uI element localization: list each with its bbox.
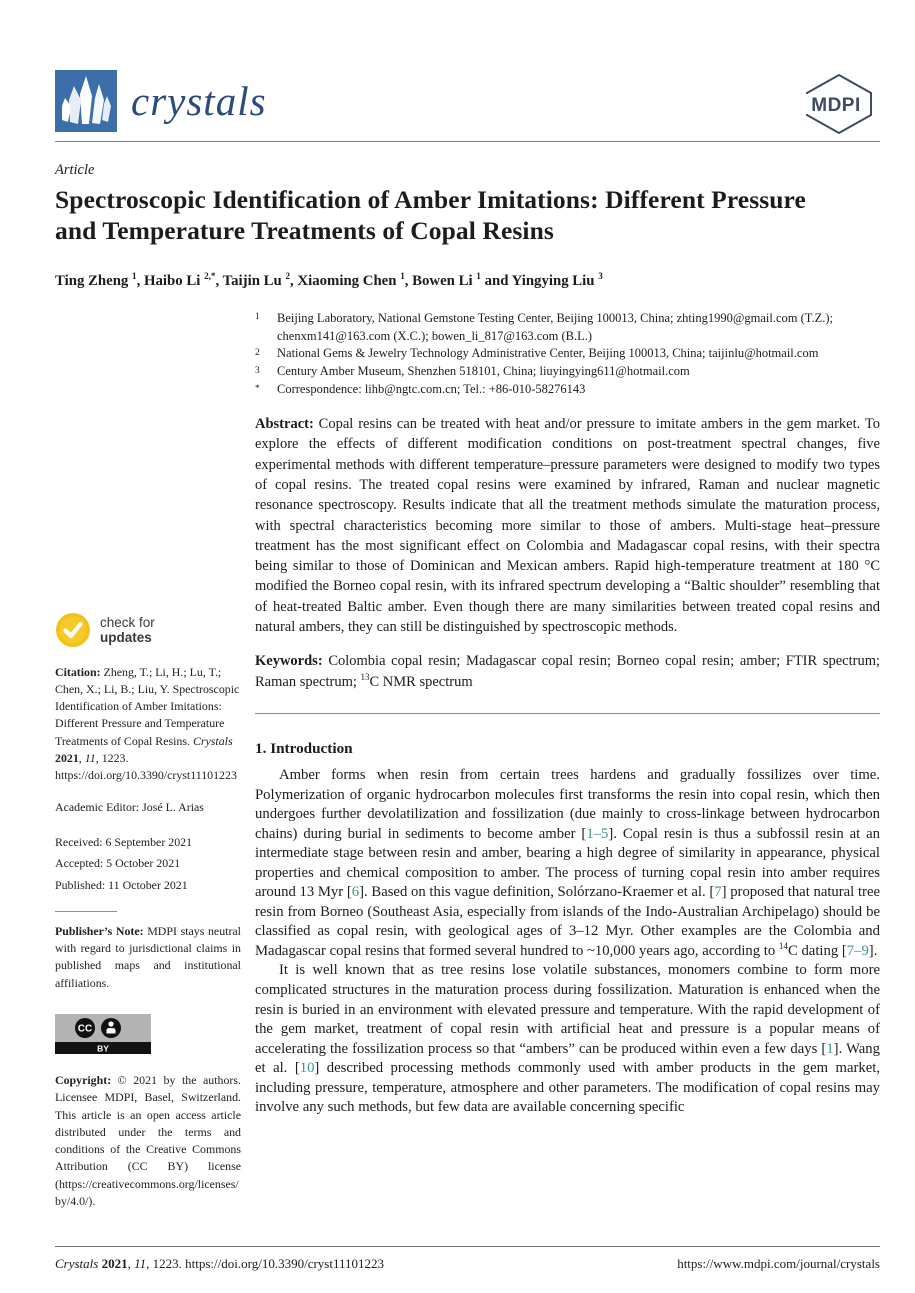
citation-text: Zheng, T.; Li, H.; Lu, T.; Chen, X.; Li, B.; Liu, Y. Spectroscopic Identification of Amber Imitations: Different Pressure and Temperature Treatments of Copal Resins. Crystals 2021, 11, 1223. https://doi.org/10.3390/cryst11101223: [55, 664, 240, 783]
sidebar: [55, 612, 241, 1211]
mdpi-logo: [798, 72, 880, 141]
article-title: Spectroscopic Identification of Amber Imitations: Different Pressure and Temperature Treatments of Copal Resins: [55, 185, 806, 246]
footer-citation: Crystals 2021, 11, 1223. https://doi.org/10.3390/cryst11101223: [55, 1256, 384, 1271]
citation-ref[interactable]: 7: [714, 884, 722, 901]
citation-label: Citation:: [55, 664, 101, 679]
citation-ref[interactable]: 1–5: [586, 825, 609, 842]
body-row: [55, 310, 881, 1208]
intro-paragraph: Amber forms when resin from certain trees hardens and gradually fossilizes over time. Polymerization of organic hydrocarbon molecules first transforms the resin into copal resin, which then undergoes further devolatilization and fossilization (due mainly to cross-linkage between hydrocarbon chains) during burial in sediments to become amber [1–5]. Copal resin is thus a subfossil resin at an intermediate stage between resin and amber, bearing a high degree of similarity in appearance, physical properties and chemical composition to amber. The process of turning copal resin into amber requires around 13 Myr [6]. Based on this vague definition, Solórzano-Kraemer et al. [7] proposed that natural tree resin from Borneo (Southeast Asia, especially from islands of the Indo-Australian Archipelago) should be classified as copal resin, with geological ages of 3–12 Myr. Other examples are the Colombia and Madagascar copal resins that formed several hundred to ~10,000 years ago, according to $^{14}$C dating [7–9].: [255, 766, 880, 959]
affiliations: [255, 310, 880, 399]
citation-block: [55, 664, 241, 785]
section-divider: [255, 713, 880, 714]
abstract: [255, 414, 880, 637]
citation-ref[interactable]: 7–9: [846, 942, 869, 959]
dates-block: [55, 832, 241, 896]
check-for-updates-badge[interactable]: [55, 612, 241, 648]
main-column: [255, 310, 880, 1118]
section-body: [255, 766, 880, 1118]
check-label-line1: check for: [100, 614, 155, 630]
by-icon: BY: [97, 1043, 109, 1054]
authors-line: Ting Zheng $^1$, Haibo Li $^{2,*}$, Taijin Lu $^2$, Xiaoming Chen $^1$, Bowen Li $^1$ and Yingying Liu $^3$: [55, 270, 603, 289]
article-type-label: Article: [55, 162, 95, 178]
page-footer: [55, 1246, 880, 1272]
svg-text:CC: CC: [77, 1023, 93, 1035]
published-date: Published: 11 October 2021: [55, 877, 188, 892]
cc-icon: [75, 1018, 95, 1038]
affiliation-row: 1 Beijing Laboratory, National Gemstone Testing Center, Beijing 100013, China; zhting1990@gmail.com (T.Z.); chenxm141@163.com (X.C.); bowen_li_817@163.com (B.L.): [255, 310, 833, 343]
check-for-updates-label: [100, 615, 155, 645]
intro-paragraph: It is well known that as tree resins lose volatile substances, monomers combine to form more complicated structures in the maturation process during fossilization. Maturation is enhanced when the resin is buried in an environment with elevated pressure and temperature. With the rapid development of the gem market, treatment of copal resin with artificial heat and pressure is a popular means of accelerating the fossilization process so that “ambers” can be produced within even a few days [1]. Wang et al. [10] described processing methods commonly used with amber products in the gem market, including pressure, temperature, atmosphere and other parameters. The modification of copal resins may involve any such methods, but few data are available concerning specific: [255, 962, 881, 1116]
received-date: Received: 6 September 2021: [55, 834, 193, 849]
cc-by-badge[interactable]: [55, 1014, 151, 1059]
affiliation-row: * Correspondence: lihb@ngtc.com.cn; Tel.: +86-010-58276143: [255, 382, 586, 397]
journal-name: crystals: [131, 78, 267, 124]
copyright-text: © 2021 by the authors. Licensee MDPI, Basel, Switzerland. This article is an open access article distributed under the terms and conditions of the Creative Commons Attribution (CC BY) license (https://creativecommons.org/licenses/by/4.0/).: [55, 1073, 241, 1208]
mdpi-logo-text: MDPI: [811, 95, 861, 116]
accepted-date: Accepted: 5 October 2021: [55, 856, 181, 871]
publisher-note-label: Publisher’s Note:: [55, 923, 144, 938]
citation-ref[interactable]: 1: [826, 1040, 834, 1057]
copyright-block: [55, 1072, 241, 1210]
publisher-note-text: MDPI stays neutral with regard to jurisdictional claims in published maps and institutional affiliations.: [55, 923, 241, 990]
abstract-label: Abstract:: [255, 416, 314, 433]
footer-journal-url[interactable]: https://www.mdpi.com/journal/crystals: [677, 1256, 880, 1271]
journal-header: [55, 0, 880, 141]
check-icon: [55, 612, 91, 648]
person-icon: [101, 1018, 121, 1038]
citation-ref[interactable]: 6: [351, 884, 360, 901]
keywords-label: Keywords:: [255, 653, 323, 670]
keywords: [255, 651, 880, 692]
keywords-text: Colombia copal resin; Madagascar copal resin; Borneo copal resin; amber; FTIR spectrum; Raman spectrum; $^{13}$C NMR spectrum: [255, 653, 880, 690]
header-divider: [55, 141, 880, 142]
affiliation-row: 2 National Gems & Jewelry Technology Administrative Center, Beijing 100013, China; taijinlu@hotmail.com: [255, 346, 819, 361]
abstract-text: Copal resins can be treated with heat and/or pressure to imitate ambers in the gem market. To explore the effects of different modification conditions on post-treatment spectral changes, five experimental methods with different temperature–pressure parameters were designed to modify two types of copal resins. The treated copal resins were examined by infrared, Raman and nuclear magnetic resonance spectroscopy. Results indicate that all the treatment methods simulate the maturation process, with spectral characteristics becoming more similar to those of ambers. Multi-stage heat–pressure treatment has the most significant effect on Colombia and Madagascar copal resins, with their spectra being similar to those of Dominican and Mexican ambers. Rapid high-temperature treatment at 180 °C modified the Borneo copal resin, with its infrared spectrum developing a “Baltic shoulder” resembling that of heat-treated Baltic amber. Even though there are many similarities between treated copal resins and natural ambers, they can still be distinguished by spectroscopic methods.: [255, 416, 880, 636]
journal-logo: [55, 70, 267, 132]
publisher-note: [55, 923, 241, 992]
footer-divider: [55, 1246, 880, 1247]
check-label-line2: updates: [100, 629, 152, 645]
section-heading: 1. Introduction: [255, 739, 353, 757]
crystals-logo-icon: [55, 70, 117, 132]
affiliation-row: 3 Century Amber Museum, Shenzhen 518101, China; liuyingying611@hotmail.com: [255, 364, 690, 379]
citation-ref[interactable]: 10: [299, 1060, 315, 1077]
academic-editor: Academic Editor: José L. Arias: [55, 800, 204, 815]
sidebar-divider: [55, 911, 117, 912]
copyright-label: Copyright:: [55, 1073, 112, 1088]
